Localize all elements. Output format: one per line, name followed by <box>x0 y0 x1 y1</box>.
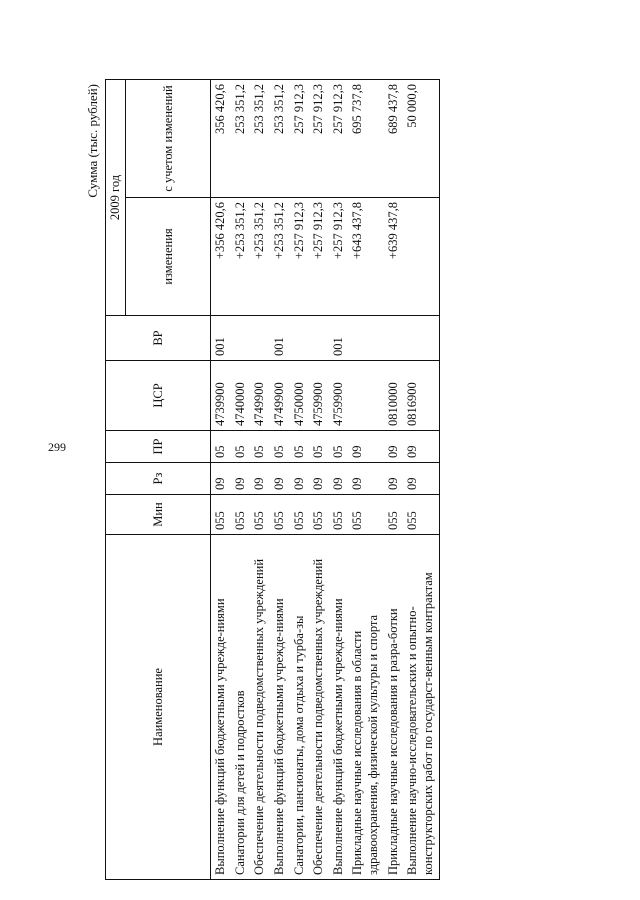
page-number: 299 <box>48 440 66 454</box>
row-change: +257 912,3 <box>309 198 329 316</box>
row-with-change: 257 912,3 <box>290 79 310 197</box>
row-csr: 0810000 <box>384 361 404 431</box>
header-rz: Рз <box>106 463 211 495</box>
table-row <box>290 79 310 879</box>
row-vr <box>403 316 439 361</box>
row-rz: 09 <box>211 463 231 495</box>
row-rz: 09 <box>250 463 270 495</box>
table-row <box>403 79 439 879</box>
row-change <box>403 198 439 316</box>
row-pr: 05 <box>250 431 270 463</box>
table-row <box>211 79 231 879</box>
table-row <box>348 79 383 879</box>
row-with-change: 257 912,3 <box>329 79 349 197</box>
row-rz: 09 <box>290 463 310 495</box>
row-csr: 4759900 <box>329 361 349 431</box>
row-rz: 09 <box>231 463 251 495</box>
row-rz: 09 <box>309 463 329 495</box>
row-min: 055 <box>384 495 404 535</box>
row-name: Выполнение научно-исследовательских и опытно-конструкторских работ по государст-венным контрактам <box>403 535 439 880</box>
row-csr: 0816900 <box>403 361 439 431</box>
row-vr: 001 <box>211 316 231 361</box>
row-min: 055 <box>270 495 290 535</box>
row-vr <box>309 316 329 361</box>
header-name: Наименование <box>106 535 211 880</box>
row-rz: 09 <box>403 463 439 495</box>
row-vr <box>231 316 251 361</box>
row-change: +253 351,2 <box>231 198 251 316</box>
header-row <box>106 79 126 879</box>
row-change: +257 912,3 <box>329 198 349 316</box>
row-min: 055 <box>250 495 270 535</box>
row-pr: 05 <box>270 431 290 463</box>
row-pr: 05 <box>290 431 310 463</box>
row-with-change: 50 000,0 <box>403 79 439 197</box>
row-rz: 09 <box>329 463 349 495</box>
row-with-change: 253 351,2 <box>270 79 290 197</box>
row-rz: 09 <box>270 463 290 495</box>
table-row <box>329 79 349 879</box>
row-min: 055 <box>309 495 329 535</box>
row-name: Выполнение функций бюджетными учрежде-ниями <box>329 535 349 880</box>
row-name: Прикладные научные исследования в области здравоохранения, физической культуры и спорта <box>348 535 383 880</box>
amount-caption: Сумма (тыс. рублей) <box>85 84 100 198</box>
row-name: Обеспечение деятельности подведомственных учреждений <box>250 535 270 880</box>
row-name: Санатории для детей и подростков <box>231 535 251 880</box>
budget-table <box>105 80 440 880</box>
row-min: 055 <box>231 495 251 535</box>
row-csr: 4749900 <box>270 361 290 431</box>
row-change: +253 351,2 <box>250 198 270 316</box>
row-pr: 05 <box>329 431 349 463</box>
row-change: +253 351,2 <box>270 198 290 316</box>
row-vr: 001 <box>270 316 290 361</box>
row-min: 055 <box>211 495 231 535</box>
row-csr: 4749900 <box>250 361 270 431</box>
table-row <box>250 79 270 879</box>
table-row <box>309 79 329 879</box>
row-vr: 001 <box>329 316 349 361</box>
row-pr: 09 <box>384 431 404 463</box>
row-min: 055 <box>348 495 383 535</box>
row-change: +257 912,3 <box>290 198 310 316</box>
row-csr: 4750000 <box>290 361 310 431</box>
header-change: изменения <box>126 198 211 316</box>
row-with-change: 253 351,2 <box>250 79 270 197</box>
row-vr <box>250 316 270 361</box>
rotated-table-area <box>85 80 555 880</box>
header-year: 2009 год <box>106 79 126 315</box>
row-min: 055 <box>403 495 439 535</box>
table-row <box>384 79 404 879</box>
row-min: 055 <box>329 495 349 535</box>
row-csr: 4759900 <box>309 361 329 431</box>
row-rz: 09 <box>384 463 404 495</box>
row-with-change: 253 351,2 <box>231 79 251 197</box>
header-csr: ЦСР <box>106 361 211 431</box>
row-change: +643 437,8 <box>348 198 383 316</box>
row-min: 055 <box>290 495 310 535</box>
row-with-change: 689 437,8 <box>384 79 404 197</box>
table-row <box>231 79 251 879</box>
row-csr: 4739900 <box>211 361 231 431</box>
row-change: +356 420,6 <box>211 198 231 316</box>
row-pr: 09 <box>403 431 439 463</box>
row-name: Санатории, пансионаты, дома отдыха и турба-зы <box>290 535 310 880</box>
row-vr <box>348 316 383 361</box>
row-rz: 09 <box>348 463 383 495</box>
row-pr: 09 <box>348 431 383 463</box>
row-change: +639 437,8 <box>384 198 404 316</box>
row-name: Обеспечение деятельности подведомственных учреждений <box>309 535 329 880</box>
header-with-change: с учетом изменений <box>126 79 211 197</box>
row-name: Выполнение функций бюджетными учрежде-ниями <box>211 535 231 880</box>
row-csr: 4740000 <box>231 361 251 431</box>
row-with-change: 356 420,6 <box>211 79 231 197</box>
row-name: Прикладные научные исследования и разра-ботки <box>384 535 404 880</box>
header-min: Мин <box>106 495 211 535</box>
row-pr: 05 <box>309 431 329 463</box>
header-pr: ПР <box>106 431 211 463</box>
table-row <box>270 79 290 879</box>
row-vr <box>290 316 310 361</box>
row-name: Выполнение функций бюджетными учрежде-ниями <box>270 535 290 880</box>
row-pr: 05 <box>211 431 231 463</box>
row-with-change: 695 737,8 <box>348 79 383 197</box>
header-vr: ВР <box>106 316 211 361</box>
row-csr <box>348 361 383 431</box>
row-vr <box>384 316 404 361</box>
row-pr: 05 <box>231 431 251 463</box>
row-with-change: 257 912,3 <box>309 79 329 197</box>
